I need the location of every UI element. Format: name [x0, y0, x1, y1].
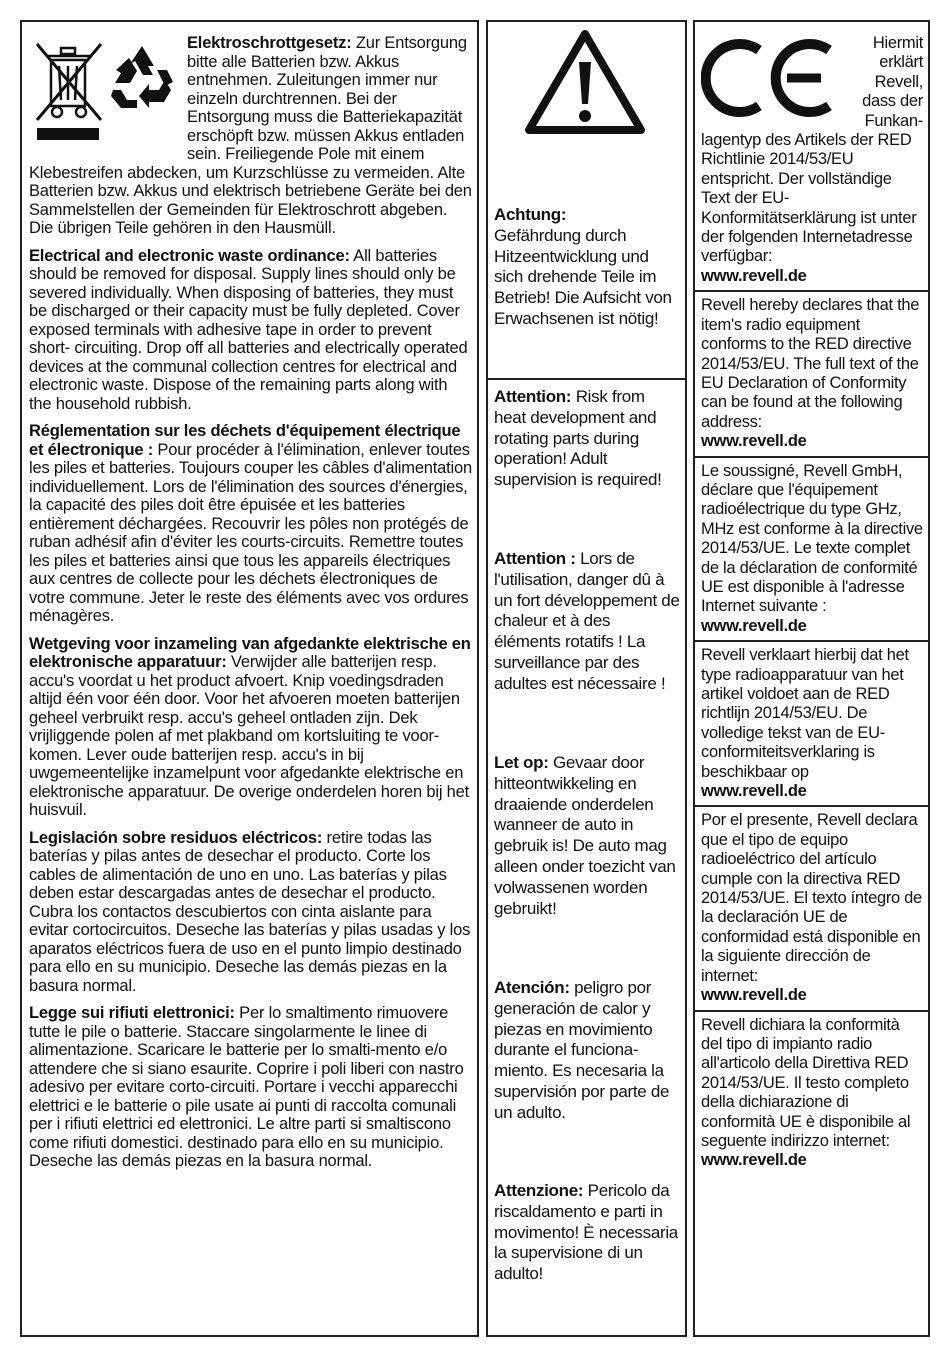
- conformity-en-url: www.revell.de: [701, 432, 807, 451]
- warning-en-text: Risk from heat development and rotating parts during operation! Adult supervision is required!: [494, 387, 662, 490]
- conformity-it-url: www.revell.de: [701, 1151, 807, 1170]
- section-es-title: Legislación sobre residuos eléctricos:: [29, 828, 323, 847]
- section-it-title: Legge sui rifiuti elettronici:: [29, 1004, 235, 1022]
- section-en: [29, 247, 472, 414]
- section-it-text: Per lo smaltimento rimuovere tutte le pile o batterie. Staccare singolarmente le linee di alimentazione. Scaricare le batterie per lo smalti-mento e/o attendere che si siano esaurite. Coprire i poli liberi con nastro adesivo per evitare corto-circuiti. Portare i vecchi apparecchi elettrici e le batterie o pile usate ai punti di raccolta comunali per i rifiuti elettrici ed elettronici. Le altre parti si smaltiscono come rifiuti domestici. destinado para ello en su municipio. Deseche las demás piezas en la basura normal.: [29, 1004, 464, 1170]
- warning-header: [494, 22, 679, 202]
- conformity-de-url: www.revell.de: [701, 266, 807, 285]
- ce-mark-icon: [701, 36, 839, 120]
- section-it: [29, 1004, 472, 1171]
- section-fr-title: Réglementation sur les déchets d'équipement électrique et électronique :: [29, 422, 461, 459]
- conformity-panel: [693, 20, 930, 1337]
- recycle-icon: [107, 40, 177, 110]
- section-de-text: Zur Entsorgung bitte alle Batterien bzw. Akkus entnehmen. Zuleitungen immer nur einzeln durchtrennen. Bei der Entsorgung muss die Batteriekapazität erschöpft bzw. müssen Akkus entladen sein. Freiliegende Pole mit einem Klebestreifen abdecken, um Kurzschlüsse zu vermeiden. Alte Batterien bzw. Akkus und elektrisch betriebene Geräte bei den Sammelstellen der Gemeinden für Elektroschrott abgeben. Die übrigen Teile gehören in den Hausmüll.: [29, 34, 472, 237]
- conformity-nl-text: Revell verklaart hierbij dat het type radioapparatuur van het artikel voldoet aan de RED richtlijn 2014/53/EU. De volledige tekst van de EU-conformiteitsverklaring is beschikbaar op: [701, 646, 909, 781]
- conformity-en: [701, 292, 923, 455]
- conformity-nl-url: www.revell.de: [701, 782, 807, 801]
- warning-es-title: Atención:: [494, 978, 570, 997]
- section-nl: [29, 635, 472, 820]
- warning-it-title: Attenzione:: [494, 1181, 584, 1200]
- warning-en-title: Attention:: [494, 387, 572, 406]
- warning-de: [494, 205, 681, 330]
- warning-nl-text: Gevaar door hitteontwikkeling en draaiende onderdelen wanneer de auto in gebruik is! De auto mag alleen onder toezicht van volwassenen worden gebruikt!: [494, 753, 676, 918]
- conformity-de: [701, 34, 923, 290]
- warning-panel: [486, 20, 687, 1337]
- warning-es: [494, 978, 681, 1124]
- warning-de-text: Gefährdung durch Hitzeentwicklung und sich drehende Teile im Betrieb! Die Aufsicht von Erwachsenen ist nötig!: [494, 225, 672, 328]
- warning-it: [494, 1181, 681, 1285]
- section-en-text: All batteries should be removed for disposal. Supply lines should only be severed individually. When disposing of batteries, they must be discharged or their capacity must be fully depleted. Cover exposed terminals with adhesive tape in order to prevent short- circuiting. Drop off all batteries and electrically operated devices at the communal collection centres for electrical and electronic waste. Dispose of the remaining parts along with the household rubbish.: [29, 246, 468, 413]
- section-nl-title: Wetgeving voor inzameling van afgedankte elektrische en elektronische apparatuur:: [29, 634, 471, 671]
- warning-de-title: Achtung:: [494, 205, 567, 224]
- conformity-de-text-a: Hiermit erklärt Revell, dass der Funkan-: [862, 34, 923, 130]
- disposal-icons: [29, 30, 179, 155]
- warning-nl-title: Let op:: [494, 753, 549, 772]
- warning-en: [494, 387, 681, 491]
- warning-fr-text: Lors de l'utilisation, danger dû à un fort développement de chaleur et à des éléments rotatifs ! La surveillance par des adultes est nécessaire !: [494, 549, 680, 693]
- section-es-text: retire todas las baterías y pilas antes de desechar el producto. Corte los cables de alimentación de uno en uno. Las baterías y pilas deben estar descargadas antes de desechar el producto. Cubra los contactos descubiertos con cinta aislante para evitar cortocircuitos. Deseche las baterías y pilas usadas y los aparatos eléctricos fuera de uso en el punto limpio destinado para ello en su municipio. Deseche las demás piezas en la basura normal.: [29, 828, 471, 995]
- section-nl-text: Verwijder alle batterijen resp. accu's voordat u het product afvoert. Knip voedingsdraden altijd één voor één door. Voor het afvoeren moeten batterijen geheel verbruikt resp. accu's geheel ontladen zijn. Dek vrijliggende polen af met plakband om kortsluiting te voor-komen. Lever oude batterijen resp. accu's in bij uwgemeentelijke inzamelpunt voor afgedankte elektrische en elektronische apparatuur. De overige onderdelen horen bij het huisvuil.: [29, 653, 470, 819]
- conformity-fr: [701, 458, 923, 641]
- warning-es-text: peligro por generación de calor y piezas en movimiento durante el funciona-miento. Es necesaria la supervisión por parte de un adulto.: [494, 978, 670, 1122]
- section-fr-text: Pour procéder à l'élimination, enlever toutes les piles et batteries. Toujours couper les câbles d'alimentation individuellement. Lors de l'élimination des sources d'énergies, la capacité des piles doit être épuisée et les batteries entièrement déchargées. Recouvrir les pôles non protégés de ruban adhésif afin d'éviter les courts-circuits. Remettre toutes les piles et batteries ainsi que tous les appareils électriques aux centres de collecte pour les déchets électroniques de votre commune. Jeter le reste des éléments avec vos ordures ménagères.: [29, 440, 472, 625]
- section-es: [29, 829, 472, 996]
- section-de-title: Elektroschrottgesetz:: [187, 34, 352, 52]
- conformity-en-text: Revell hereby declares that the item's radio equipment conforms to the RED directive 2014/53/EU. The full text of the EU Declaration of Conformity can be found at the following address:: [701, 296, 920, 431]
- conformity-it: [701, 1012, 923, 1175]
- warning-fr: [494, 549, 681, 695]
- conformity-es-text: Por el presente, Revell declara que el tipo de equipo radioeléctrico del artículo cumple con la directiva RED 2014/53/UE. El texto íntegro de la declaración UE de conformidad está disponible en la siguiente dirección de internet:: [701, 811, 922, 985]
- section-en-title: Electrical and electronic waste ordinance:: [29, 246, 350, 265]
- conformity-de-text-b: lagentyp des Artikels der RED Richtlinie 2014/53/EU entspricht. Der vollständige Text der EU-Konformitätserklärung ist unter der folgenden Internetadresse verfügbar:: [701, 131, 917, 266]
- conformity-es: [701, 807, 923, 1009]
- warning-it-text: Pericolo da riscaldamento e parti in movimento! È necessaria la supervisione di un adulto!: [494, 1181, 678, 1284]
- conformity-es-url: www.revell.de: [701, 986, 807, 1005]
- warning-nl: [494, 753, 681, 919]
- conformity-it-text: Revell dichiara la conformità del tipo di impianto radio all'articolo della Direttiva RED 2014/53/UE. Il testo completo della dichiarazione di conformità UE è disponibile al seguente indirizzo internet:: [701, 1015, 911, 1150]
- waste-disposal-panel: [20, 20, 479, 1337]
- conformity-fr-url: www.revell.de: [701, 616, 807, 635]
- divider: [488, 378, 685, 380]
- section-fr: [29, 422, 472, 626]
- warning-fr-title: Attention :: [494, 549, 576, 568]
- warning-triangle-icon: [525, 30, 645, 135]
- conformity-nl: [701, 642, 923, 805]
- conformity-fr-text: Le soussigné, Revell GmbH, déclare que l'équipement radioélectrique du type GHz, MHz est conforme à la directive 2014/53/UE. Le texte complet de la déclaration de conformité UE est disponible à l'adresse Internet suivante :: [701, 461, 923, 616]
